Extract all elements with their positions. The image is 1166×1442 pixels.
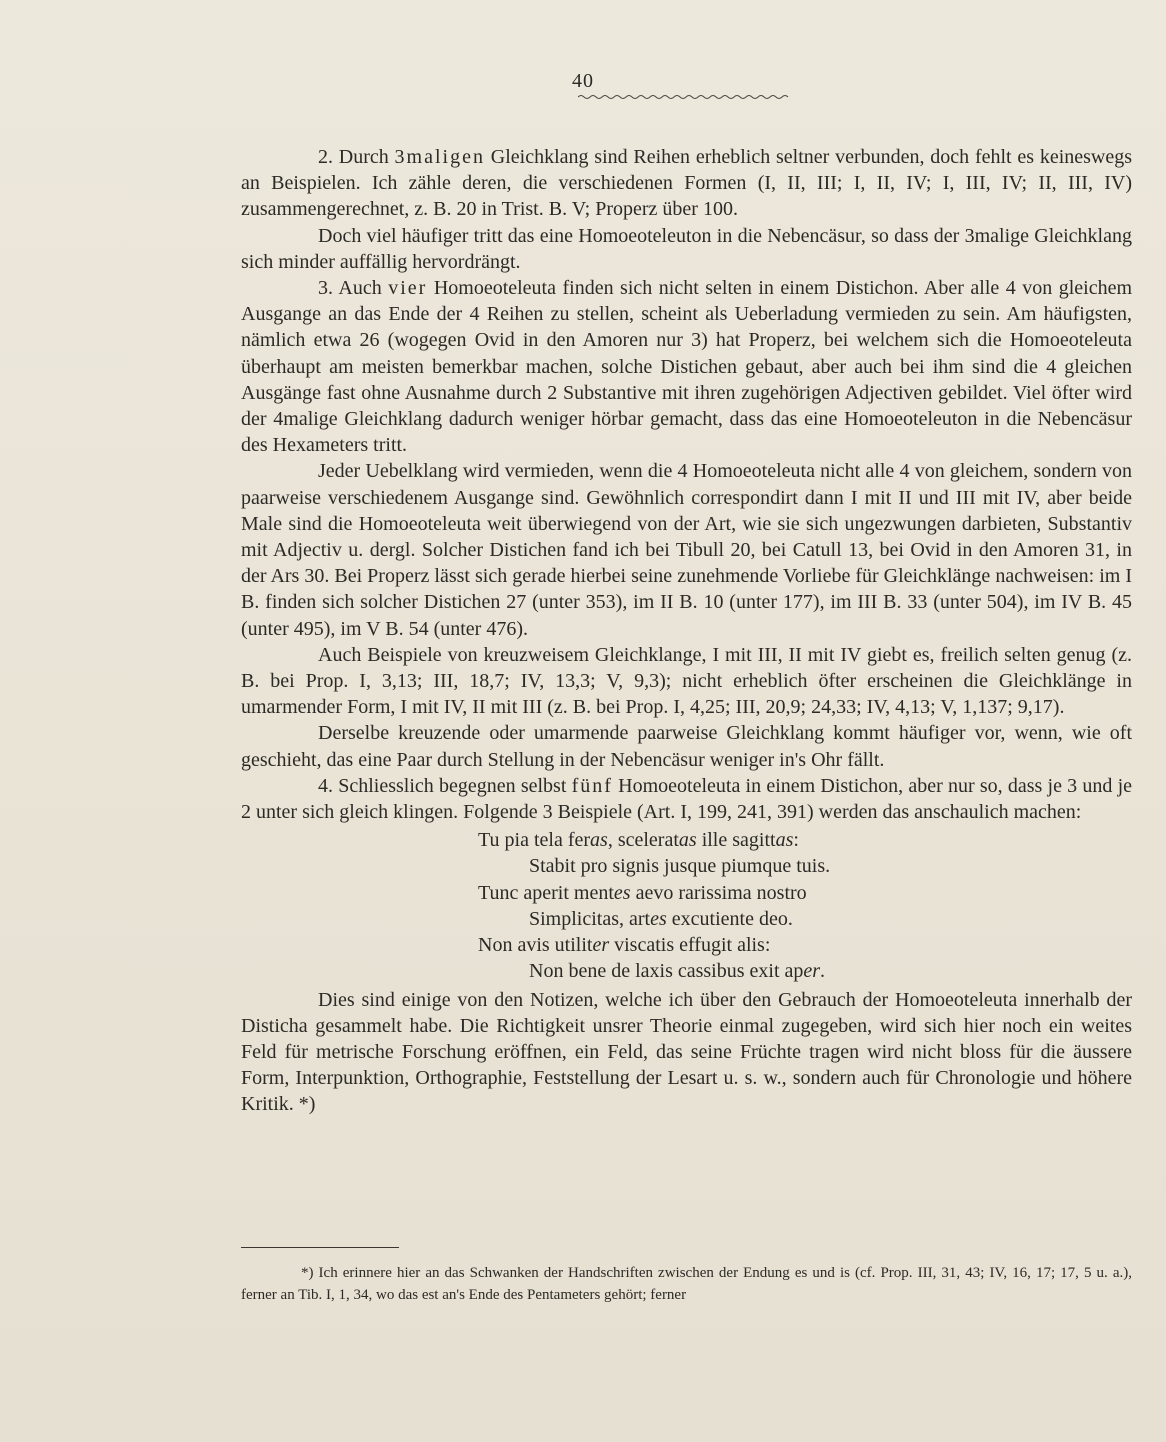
verse-line: Non avis utiliter viscatis effugit alis: [478,934,771,957]
paragraph-3b: Jeder Uebelklang wird vermieden, wenn die 4 Homoeoteleuta nicht alle 4 von gleichem, sondern von paarweise verschiedenem Ausgange sind. Gewöhnlich correspondirt dann I mit II und III mit IV, aber beide Male sind die Homoeoteleuta weit überwiegend von der Art, wie sie sich ungezwungen darbieten, Substantiv mit Adjectiv u. dergl. Solcher Distichen fand ich bei Tibull 20, bei Catull 13, bei Ovid in den Amoren 31, in der Ars 30. Bei Properz lässt sich gerade hierbei seine zunehmende Vorliebe für Gleichklänge nachweisen: im I B. finden sich solcher Distichen 27 (unter 353), im II B. 10 (unter 177), im III B. 33 (unter 504), im IV B. 45 (unter 495), im V B. 54 (unter 476). [241,460,1132,640]
paragraph-2b: Doch viel häufiger tritt das eine Homoeoteleuton in die Nebencäsur, so dass der 3malige Gleichklang sich minder auffällig hervordrängt. [241,224,1132,273]
paragraph-3c: Auch Beispiele von kreuzweisem Gleichklange, I mit III, II mit IV giebt es, freilich selten genug (z. B. bei Prop. I, 3,13; III, 18,7; IV, 13,3; V, 9,3); nicht erheblich öfter erscheinen die Gleichklänge in umarmender Form, I mit IV, II mit III (z. B. bei Prop. I, 4,25; III, 20,9; 24,33; IV, 4,13; V, 1,137; 9,17). [241,643,1132,719]
emphasized-word: fünf [571,774,613,797]
footnote-rule [241,1247,399,1248]
page-number: 40 [572,70,594,92]
paragraph-3: 3. Auch vier Homoeoteleuta finden sich nicht selten in einem Distichon. Aber alle 4 von gleichem Ausgange an das Ende der 4 Reihen zu stellen, scheint als Ueberladung vermieden zu sein. Am häufigsten, nämlich etwa 26 (wogegen Ovid in den Amoren nur 3) hat Properz, bei welchem sich die Homoeoteleuta überhaupt am meisten bemerkbar machen, solche Distichen gebaut, aber auch bei ihm sind die 4 gleichen Ausgänge fast ohne Ausnahme durch 2 Substantive mit ihren zugehörigen Adjectiven gebildet. Viel öfter wird der 4malige Gleichklang dadurch weniger hörbar gemacht, dass das eine Homoeoteleuton in die Nebencäsur des Hexameters tritt. [241,277,1133,457]
emphasized-word: vier [388,277,428,300]
decorative-rule [578,94,790,100]
verse-line: Tunc aperit mentes aevo rarissima nostro [478,881,807,904]
footnote [241,1262,1132,1306]
body-text [241,144,1132,1118]
emphasized-word: 3maligen [394,146,485,168]
paragraph-4: 4. Schliesslich begegnen selbst fünf Homoeoteleuta in einem Distichon, aber nur so, dass je 3 und je 2 unter sich gleich klingen. Folgende 3 Beispiele (Art. I, 199, 241, 391) werden das anschaulich machen: [241,774,1133,824]
verse-line: Stabit pro signis jusque piumque tuis. [529,855,831,878]
paragraph-2: 2. Durch 3maligen Gleichklang sind Reihen erheblich seltner verbunden, doch fehlt es keineswegs an Beispielen. Ich zähle deren, die verschiedenen Formen (I, II, III; I, II, IV; I, III, IV; II, III, IV) zusammengerechnet, z. B. 20 in Trist. B. V; Properz über 100. [241,146,1133,221]
verse-line: Simplicitas, artes excutiente deo. [529,907,793,930]
footnote-text: *) Ich erinnere hier an das Schwanken der Handschriften zwischen der Endung es und is (cf. Prop. III, 31, 43; IV, 16, 17; 17, 5 u. a.), ferner an Tib. I, 1, 34, wo das est an's Ende des Pentameters gehört; ferner [241,1265,1132,1303]
verse-example [241,827,1132,984]
verse-line: Tu pia tela feras, sceleratas ille sagittas: [478,829,799,852]
paragraph-3d: Derselbe kreuzende oder umarmende paarweise Gleichklang kommt häufiger vor, wenn, wie oft geschieht, das eine Paar durch Stellung in der Nebencäsur weniger in's Ohr fällt. [241,722,1132,771]
paragraph-conclusion: Dies sind einige von den Notizen, welche ich über den Gebrauch der Homoeoteleuta innerhalb der Disticha gesammelt habe. Die Richtigkeit unsrer Theorie einmal zugegeben, wird sich hier noch ein weites Feld für metrische Forschung eröffnen, ein Feld, das seine Früchte tragen wird nicht bloss für die äussere Form, Interpunktion, Orthographie, Feststellung der Lesart u. s. w., sondern auch für Chronologie und höhere Kritik. *) [241,988,1132,1116]
verse-line: Non bene de laxis cassibus exit aper. [529,960,826,983]
